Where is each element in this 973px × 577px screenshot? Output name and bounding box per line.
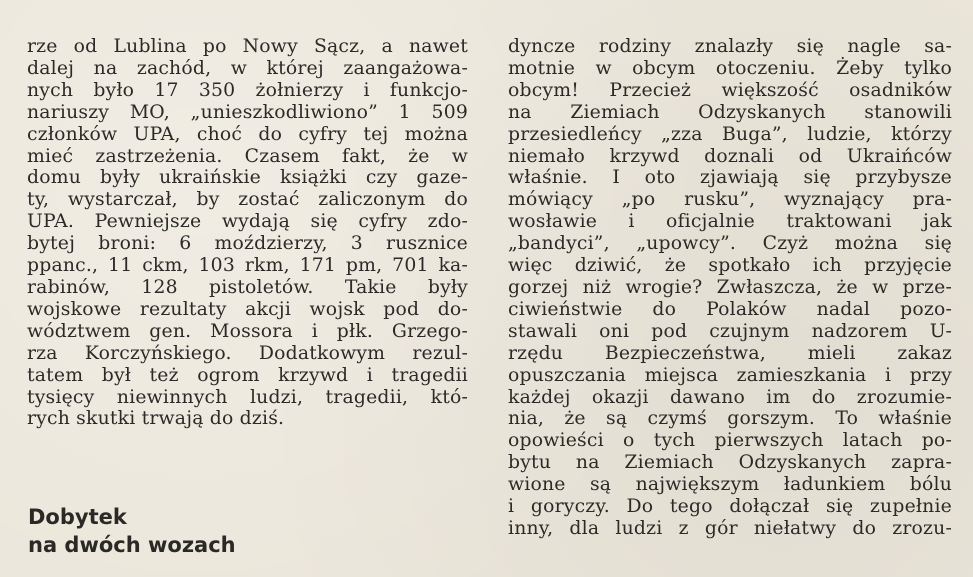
left-line-12: rabinów, 128 pistoletów. Takie były — [27, 276, 468, 298]
right-line-21: wione są największym ładunkiem bólu — [508, 474, 952, 496]
right-line-11: więc dziwić, że spotkało ich przyjęcie — [508, 255, 952, 277]
right-line-4: na Ziemiach Odzyskanych stanowili — [508, 101, 952, 123]
left-line-13: wojskowe rezultaty akcji wojsk pod do- — [27, 298, 468, 320]
right-line-6: niemało krzywd doznali od Ukraińców — [508, 145, 952, 167]
right-line-9: wosławie i oficjalnie traktowani jak — [508, 211, 952, 233]
left-line-14: wództwem gen. Mossora i płk. Grzego- — [27, 320, 468, 342]
left-line-7: domu były ukraińskie książki czy gaze- — [27, 167, 468, 189]
left-line-5: członków UPA, choć do cyfry tej można — [27, 123, 468, 145]
right-line-10: „bandyci”, „upowcy”. Czyż można się — [508, 233, 952, 255]
right-line-13: ciwieństwie do Polaków nadal pozo- — [508, 298, 952, 320]
right-line-7: właśnie. I oto zjawiają się przybysze — [508, 167, 952, 189]
left-line-11: ppanc., 11 ckm, 103 rkm, 171 pm, 701 ka- — [27, 255, 468, 277]
right-line-8: mówiący „po rusku”, wyznający pra- — [508, 189, 952, 211]
right-line-23: inny, dla ludzi z gór niełatwy do zrozu- — [508, 517, 952, 539]
right-line-3: obcym! Przecież większość osadników — [508, 79, 952, 101]
left-line-6: mieć zastrzeżenia. Czasem fakt, że w — [27, 145, 468, 167]
left-line-18: rych skutki trwają do dziś. — [27, 408, 285, 430]
right-line-17: każdej okazji dawano im do zrozumie- — [508, 386, 952, 408]
section-heading — [28, 503, 236, 559]
right-line-16: opuszczania miejsca zamieszkania i przy — [508, 364, 952, 386]
left-line-4: nariuszy MO, „unieszkodliwiono” 1 509 — [27, 101, 468, 123]
left-line-9: UPA. Pewniejsze wydają się cyfry zdo- — [27, 211, 468, 233]
right-line-19: opowieści o tych pierwszych latach po- — [508, 430, 952, 452]
left-line-10: bytej broni: 6 moździerzy, 3 rusznice — [27, 233, 468, 255]
section-heading-line-2: na dwóch wozach — [28, 533, 236, 557]
right-text-column — [508, 36, 952, 540]
right-line-5: przesiedleńcy „zza Buga”, ludzie, którzy — [508, 123, 952, 145]
left-line-15: rza Korczyńskiego. Dodatkowym rezul- — [27, 342, 468, 364]
right-line-2: motnie w obcym otoczeniu. Żeby tylko — [508, 57, 952, 79]
right-line-22: i goryczy. Do tego dołączał się zupełnie — [508, 496, 952, 518]
left-line-16: tatem był też ogrom krzywd i tragedii — [27, 364, 468, 386]
left-line-2: dalej na zachód, w której zaangażowa- — [27, 57, 468, 79]
left-line-1: rze od Lublina po Nowy Sącz, a nawet — [27, 36, 468, 57]
left-line-8: ty, wystarczał, by zostać zaliczonym do — [27, 189, 468, 211]
right-line-12: gorzej niż wrogie? Zwłaszcza, że w prze- — [508, 276, 952, 298]
right-line-20: bytu na Ziemiach Odzyskanych zapra- — [508, 452, 952, 474]
left-line-3: nych było 17 350 żołnierzy i funkcjo- — [27, 79, 468, 101]
right-line-18: nia, że są czymś gorszym. To właśnie — [508, 408, 952, 430]
left-line-17: tysięcy niewinnych ludzi, tragedii, któ- — [27, 386, 468, 408]
right-line-14: stawali oni pod czujnym nadzorem U- — [508, 320, 952, 342]
section-heading-line-1: Dobytek — [28, 505, 127, 529]
right-line-15: rzędu Bezpieczeństwa, mieli zakaz — [508, 342, 952, 364]
right-line-1: dyncze rodziny znalazły się nagle sa- — [508, 36, 952, 57]
left-text-column — [27, 36, 468, 430]
